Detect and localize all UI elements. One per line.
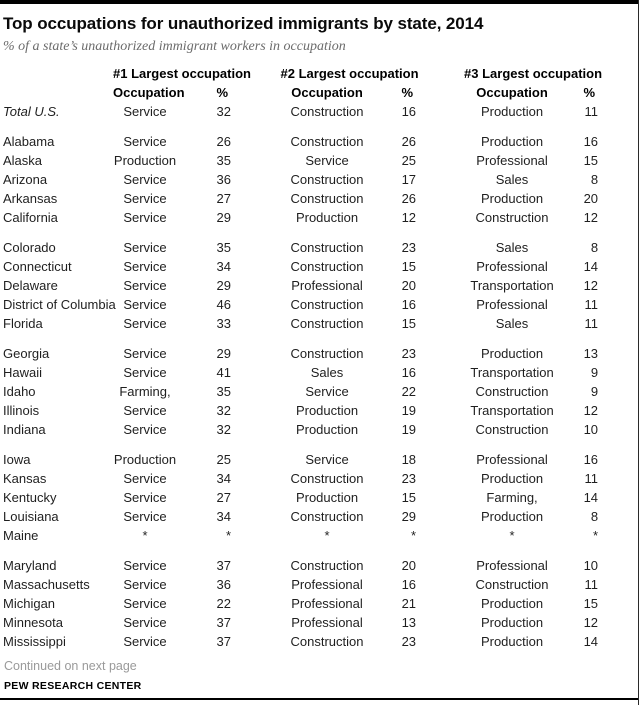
occupation-1-cell: Service bbox=[123, 191, 167, 206]
percent-1-cell: 34 bbox=[216, 509, 232, 524]
spacer bbox=[422, 257, 462, 276]
occupation-1-cell: Service bbox=[123, 278, 167, 293]
spacer bbox=[422, 170, 462, 189]
table-row bbox=[3, 295, 604, 314]
percent-2-cell: 26 bbox=[401, 191, 417, 206]
spacer bbox=[422, 507, 462, 526]
top-rule bbox=[0, 0, 638, 4]
percent-2-cell: 16 bbox=[401, 104, 417, 119]
spacer bbox=[422, 64, 462, 83]
percent-3-cell: 11 bbox=[584, 297, 599, 312]
percent-3-cell: 11 bbox=[584, 471, 599, 486]
percent-3-cell: 14 bbox=[583, 634, 599, 649]
percent-2-cell: 23 bbox=[401, 346, 417, 361]
occupation-2-cell: Construction bbox=[290, 509, 364, 524]
group-header-2: #2 Largest occupation bbox=[280, 66, 419, 81]
percent-3-cell: 10 bbox=[583, 422, 599, 437]
percent-header-1: % bbox=[216, 85, 229, 100]
occupation-1-cell: Service bbox=[123, 346, 167, 361]
occupations-table bbox=[3, 64, 604, 651]
percent-3-cell: * bbox=[592, 528, 599, 543]
percent-3-cell: 11 bbox=[584, 577, 599, 592]
spacer bbox=[422, 189, 462, 208]
occupation-2-cell: Professional bbox=[291, 615, 363, 630]
spacer bbox=[3, 83, 113, 102]
percent-3-cell: 9 bbox=[590, 384, 599, 399]
table-row bbox=[3, 526, 604, 545]
state-cell: Idaho bbox=[3, 384, 36, 399]
occupation-1-cell: Service bbox=[123, 422, 167, 437]
occupation-3-cell: Production bbox=[480, 191, 544, 206]
occupation-1-cell: Service bbox=[123, 172, 167, 187]
occupation-3-cell: Professional bbox=[476, 558, 548, 573]
spacer bbox=[237, 363, 277, 382]
occupation-3-cell: Farming, bbox=[486, 490, 538, 505]
percent-3-cell: 11 bbox=[584, 104, 599, 119]
percent-3-cell: 14 bbox=[583, 490, 599, 505]
occupation-1-cell: Production bbox=[113, 452, 177, 467]
occupation-1-cell: * bbox=[142, 528, 148, 543]
occupation-3-cell: Professional bbox=[476, 297, 548, 312]
occupation-2-cell: Construction bbox=[290, 634, 364, 649]
occupation-3-cell: Construction bbox=[475, 422, 549, 437]
percent-2-cell: 17 bbox=[401, 172, 417, 187]
spacer bbox=[422, 333, 462, 363]
occupation-3-cell: Production bbox=[480, 634, 544, 649]
table-row bbox=[3, 121, 604, 151]
table-row bbox=[3, 363, 604, 382]
state-cell: Mississippi bbox=[3, 634, 66, 649]
occupation-1-cell: Service bbox=[123, 577, 167, 592]
percent-2-cell: 15 bbox=[401, 316, 417, 331]
occupation-2-cell: Service bbox=[305, 384, 349, 399]
spacer bbox=[237, 170, 277, 189]
spacer bbox=[237, 227, 277, 257]
sub-header-row bbox=[3, 83, 604, 102]
percent-3-cell: 13 bbox=[583, 346, 599, 361]
spacer bbox=[422, 382, 462, 401]
percent-3-cell: 14 bbox=[583, 259, 599, 274]
spacer bbox=[237, 594, 277, 613]
percent-1-cell: 37 bbox=[216, 615, 232, 630]
spacer bbox=[237, 151, 277, 170]
occupation-1-cell: Service bbox=[123, 490, 167, 505]
table-row bbox=[3, 151, 604, 170]
table-row bbox=[3, 488, 604, 507]
occupation-3-cell: Transportation bbox=[470, 365, 554, 380]
table-row bbox=[3, 545, 604, 575]
spacer bbox=[237, 295, 277, 314]
state-cell: Iowa bbox=[3, 452, 31, 467]
state-cell: Michigan bbox=[3, 596, 56, 611]
state-cell: Colorado bbox=[3, 240, 56, 255]
percent-1-cell: * bbox=[225, 528, 232, 543]
spacer bbox=[422, 439, 462, 469]
table-row bbox=[3, 575, 604, 594]
state-cell: California bbox=[3, 210, 58, 225]
occupation-1-cell: Service bbox=[123, 134, 167, 149]
state-cell: Total U.S. bbox=[3, 104, 60, 119]
state-cell: Maryland bbox=[3, 558, 57, 573]
occupation-1-cell: Service bbox=[123, 558, 167, 573]
occupation-2-cell: Construction bbox=[290, 191, 364, 206]
percent-1-cell: 46 bbox=[216, 297, 232, 312]
state-cell: Louisiana bbox=[3, 509, 59, 524]
table-row bbox=[3, 594, 604, 613]
table-row bbox=[3, 276, 604, 295]
percent-2-cell: 13 bbox=[401, 615, 417, 630]
occupation-3-cell: Production bbox=[480, 134, 544, 149]
percent-3-cell: 20 bbox=[583, 191, 599, 206]
spacer bbox=[422, 227, 462, 257]
spacer bbox=[237, 257, 277, 276]
occupation-2-cell: Construction bbox=[290, 259, 364, 274]
spacer bbox=[422, 632, 462, 651]
spacer bbox=[237, 314, 277, 333]
spacer bbox=[237, 469, 277, 488]
percent-3-cell: 10 bbox=[583, 558, 599, 573]
percent-3-cell: 15 bbox=[583, 596, 599, 611]
occupation-2-cell: Production bbox=[295, 210, 359, 225]
percent-3-cell: 8 bbox=[590, 509, 599, 524]
spacer bbox=[237, 575, 277, 594]
occupation-1-cell: Service bbox=[123, 210, 167, 225]
state-cell: Indiana bbox=[3, 422, 46, 437]
percent-3-cell: 16 bbox=[583, 452, 599, 467]
spacer bbox=[237, 83, 277, 102]
occupation-2-cell: Professional bbox=[291, 278, 363, 293]
percent-3-cell: 12 bbox=[583, 278, 599, 293]
state-cell: Hawaii bbox=[3, 365, 43, 380]
occupation-2-cell: Construction bbox=[290, 172, 364, 187]
spacer bbox=[237, 507, 277, 526]
spacer bbox=[422, 420, 462, 439]
spacer bbox=[422, 83, 462, 102]
spacer bbox=[237, 276, 277, 295]
state-cell: Alaska bbox=[3, 153, 43, 168]
state-cell: Arizona bbox=[3, 172, 48, 187]
state-cell: Arkansas bbox=[3, 191, 58, 206]
occupation-2-cell: Professional bbox=[291, 577, 363, 592]
table-row bbox=[3, 382, 604, 401]
percent-2-cell: 19 bbox=[401, 422, 417, 437]
percent-1-cell: 27 bbox=[216, 191, 232, 206]
occupation-1-cell: Service bbox=[123, 634, 167, 649]
percent-2-cell: 20 bbox=[401, 278, 417, 293]
spacer bbox=[237, 102, 277, 121]
state-cell: Minnesota bbox=[3, 615, 63, 630]
occupation-3-cell: Construction bbox=[475, 577, 549, 592]
page-content bbox=[0, 14, 638, 692]
occupation-3-cell: Construction bbox=[475, 384, 549, 399]
spacer bbox=[422, 575, 462, 594]
percent-2-cell: 15 bbox=[401, 259, 417, 274]
table-row bbox=[3, 227, 604, 257]
occupation-1-cell: Service bbox=[123, 509, 167, 524]
percent-1-cell: 25 bbox=[216, 452, 232, 467]
state-cell: Kentucky bbox=[3, 490, 57, 505]
occupation-3-cell: Production bbox=[480, 596, 544, 611]
occupation-1-cell: Service bbox=[123, 615, 167, 630]
occupation-1-cell: Service bbox=[123, 104, 167, 119]
percent-2-cell: 29 bbox=[401, 509, 417, 524]
percent-1-cell: 29 bbox=[216, 346, 232, 361]
percent-2-cell: 25 bbox=[401, 153, 417, 168]
occupation-2-cell: Construction bbox=[290, 240, 364, 255]
occupation-3-cell: Construction bbox=[475, 210, 549, 225]
occupation-2-cell: Construction bbox=[290, 297, 364, 312]
spacer bbox=[422, 469, 462, 488]
percent-3-cell: 12 bbox=[583, 615, 599, 630]
spacer bbox=[422, 102, 462, 121]
table-row bbox=[3, 257, 604, 276]
percent-3-cell: 15 bbox=[583, 153, 599, 168]
percent-2-cell: 16 bbox=[401, 297, 417, 312]
percent-1-cell: 37 bbox=[216, 558, 232, 573]
percent-1-cell: 26 bbox=[216, 134, 232, 149]
table-row bbox=[3, 189, 604, 208]
occupation-3-cell: Transportation bbox=[470, 403, 554, 418]
occupation-1-cell: Farming, bbox=[119, 384, 171, 399]
occupation-1-cell: Production bbox=[113, 153, 177, 168]
occupation-2-cell: Service bbox=[305, 153, 349, 168]
percent-1-cell: 32 bbox=[216, 104, 232, 119]
occupation-3-cell: Production bbox=[480, 104, 544, 119]
state-cell: Maine bbox=[3, 528, 39, 543]
bottom-rule bbox=[0, 698, 638, 700]
percent-1-cell: 36 bbox=[216, 577, 232, 592]
spacer bbox=[422, 545, 462, 575]
spacer bbox=[422, 594, 462, 613]
source-attribution: PEW RESEARCH CENTER bbox=[4, 680, 142, 692]
spacer bbox=[422, 526, 462, 545]
percent-1-cell: 34 bbox=[216, 471, 232, 486]
spacer bbox=[422, 613, 462, 632]
spacer bbox=[422, 151, 462, 170]
spacer bbox=[422, 121, 462, 151]
occupation-3-cell: Professional bbox=[476, 452, 548, 467]
percent-header-3: % bbox=[583, 85, 596, 100]
percent-2-cell: 23 bbox=[401, 240, 417, 255]
state-cell: Massachusetts bbox=[3, 577, 90, 592]
continued-note: Continued on next page bbox=[4, 659, 137, 673]
state-cell: District of Columbia bbox=[3, 297, 116, 312]
percent-3-cell: 12 bbox=[583, 403, 599, 418]
table-row bbox=[3, 507, 604, 526]
table-row bbox=[3, 420, 604, 439]
state-cell: Delaware bbox=[3, 278, 58, 293]
spacer bbox=[422, 363, 462, 382]
percent-2-cell: 23 bbox=[401, 634, 417, 649]
percent-2-cell: 22 bbox=[401, 384, 417, 399]
percent-1-cell: 32 bbox=[216, 422, 232, 437]
spacer bbox=[237, 613, 277, 632]
occupation-3-cell: Sales bbox=[495, 240, 529, 255]
occupation-3-cell: Production bbox=[480, 471, 544, 486]
occupation-2-cell: Construction bbox=[290, 134, 364, 149]
state-cell: Georgia bbox=[3, 346, 50, 361]
spacer bbox=[237, 401, 277, 420]
percent-1-cell: 29 bbox=[216, 210, 232, 225]
table-body bbox=[3, 102, 604, 651]
percent-2-cell: 12 bbox=[401, 210, 417, 225]
spacer bbox=[422, 488, 462, 507]
state-column-header bbox=[3, 64, 113, 83]
table-row bbox=[3, 613, 604, 632]
occupation-1-cell: Service bbox=[123, 240, 167, 255]
occupation-1-cell: Service bbox=[123, 297, 167, 312]
state-cell: Illinois bbox=[3, 403, 40, 418]
spacer bbox=[422, 295, 462, 314]
percent-1-cell: 36 bbox=[216, 172, 232, 187]
percent-2-cell: 26 bbox=[401, 134, 417, 149]
page-subtitle: % of a state’s unauthorized immigrant workers in occupation bbox=[3, 39, 346, 54]
occupation-2-cell: Construction bbox=[290, 104, 364, 119]
spacer bbox=[422, 208, 462, 227]
occupation-3-cell: Production bbox=[480, 615, 544, 630]
percent-1-cell: 33 bbox=[216, 316, 232, 331]
percent-1-cell: 27 bbox=[216, 490, 232, 505]
spacer bbox=[237, 488, 277, 507]
state-cell: Alabama bbox=[3, 134, 55, 149]
spacer bbox=[237, 208, 277, 227]
occupation-3-cell: Professional bbox=[476, 259, 548, 274]
percent-2-cell: 16 bbox=[401, 365, 417, 380]
table-row bbox=[3, 439, 604, 469]
percent-1-cell: 32 bbox=[216, 403, 232, 418]
occupation-2-cell: * bbox=[324, 528, 330, 543]
occupation-2-cell: Construction bbox=[290, 471, 364, 486]
state-cell: Florida bbox=[3, 316, 43, 331]
group-header-1: #1 Largest occupation bbox=[113, 66, 251, 81]
occupation-1-cell: Service bbox=[123, 259, 167, 274]
percent-1-cell: 37 bbox=[216, 634, 232, 649]
state-cell: Connecticut bbox=[3, 259, 72, 274]
occupation-header-3: Occupation bbox=[476, 85, 548, 100]
occupation-3-cell: Transportation bbox=[470, 278, 554, 293]
table-header bbox=[3, 64, 604, 102]
occupation-2-cell: Production bbox=[295, 422, 359, 437]
spacer bbox=[237, 382, 277, 401]
page-title: Top occupations for unauthorized immigrants by state, 2014 bbox=[3, 14, 484, 33]
spacer bbox=[237, 439, 277, 469]
percent-2-cell: 18 bbox=[401, 452, 417, 467]
spacer bbox=[237, 333, 277, 363]
percent-header-2: % bbox=[401, 85, 414, 100]
percent-1-cell: 35 bbox=[216, 384, 232, 399]
percent-2-cell: 20 bbox=[401, 558, 417, 573]
occupation-3-cell: Professional bbox=[476, 153, 548, 168]
group-header-row bbox=[3, 64, 604, 83]
spacer bbox=[237, 632, 277, 651]
percent-1-cell: 35 bbox=[216, 240, 232, 255]
spacer bbox=[422, 314, 462, 333]
percent-3-cell: 16 bbox=[583, 134, 599, 149]
percent-2-cell: * bbox=[410, 528, 417, 543]
spacer bbox=[422, 401, 462, 420]
percent-3-cell: 11 bbox=[584, 316, 599, 331]
percent-1-cell: 22 bbox=[216, 596, 232, 611]
occupation-3-cell: Production bbox=[480, 509, 544, 524]
occupation-1-cell: Service bbox=[123, 471, 167, 486]
table-row bbox=[3, 401, 604, 420]
spacer bbox=[237, 121, 277, 151]
table-row bbox=[3, 170, 604, 189]
percent-2-cell: 23 bbox=[401, 471, 417, 486]
spacer bbox=[422, 276, 462, 295]
group-header-3: #3 Largest occupation bbox=[464, 66, 603, 81]
table-row bbox=[3, 333, 604, 363]
spacer bbox=[237, 545, 277, 575]
table-row bbox=[3, 632, 604, 651]
percent-2-cell: 19 bbox=[401, 403, 417, 418]
spacer bbox=[237, 420, 277, 439]
percent-3-cell: 8 bbox=[590, 172, 599, 187]
occupation-1-cell: Service bbox=[123, 316, 167, 331]
occupation-header-1: Occupation bbox=[113, 85, 185, 100]
occupation-2-cell: Production bbox=[295, 490, 359, 505]
table-row bbox=[3, 102, 604, 121]
percent-1-cell: 34 bbox=[216, 259, 232, 274]
occupation-3-cell: Sales bbox=[495, 316, 529, 331]
occupation-2-cell: Sales bbox=[310, 365, 344, 380]
occupation-2-cell: Construction bbox=[290, 316, 364, 331]
occupation-3-cell: * bbox=[509, 528, 515, 543]
occupation-1-cell: Service bbox=[123, 403, 167, 418]
occupation-2-cell: Construction bbox=[290, 558, 364, 573]
percent-1-cell: 29 bbox=[216, 278, 232, 293]
percent-1-cell: 35 bbox=[216, 153, 232, 168]
spacer bbox=[237, 526, 277, 545]
occupation-3-cell: Sales bbox=[495, 172, 529, 187]
table-row bbox=[3, 314, 604, 333]
table-row bbox=[3, 208, 604, 227]
percent-3-cell: 8 bbox=[590, 240, 599, 255]
occupation-1-cell: Service bbox=[123, 365, 167, 380]
percent-1-cell: 41 bbox=[216, 365, 232, 380]
occupation-1-cell: Service bbox=[123, 596, 167, 611]
occupation-3-cell: Production bbox=[480, 346, 544, 361]
percent-2-cell: 21 bbox=[401, 596, 417, 611]
occupation-2-cell: Service bbox=[305, 452, 349, 467]
percent-3-cell: 9 bbox=[590, 365, 599, 380]
percent-2-cell: 16 bbox=[401, 577, 417, 592]
occupation-2-cell: Construction bbox=[290, 346, 364, 361]
table-row bbox=[3, 469, 604, 488]
occupation-header-2: Occupation bbox=[291, 85, 363, 100]
spacer bbox=[237, 189, 277, 208]
state-cell: Kansas bbox=[3, 471, 47, 486]
percent-2-cell: 15 bbox=[401, 490, 417, 505]
percent-3-cell: 12 bbox=[583, 210, 599, 225]
occupation-2-cell: Production bbox=[295, 403, 359, 418]
occupation-2-cell: Professional bbox=[291, 596, 363, 611]
